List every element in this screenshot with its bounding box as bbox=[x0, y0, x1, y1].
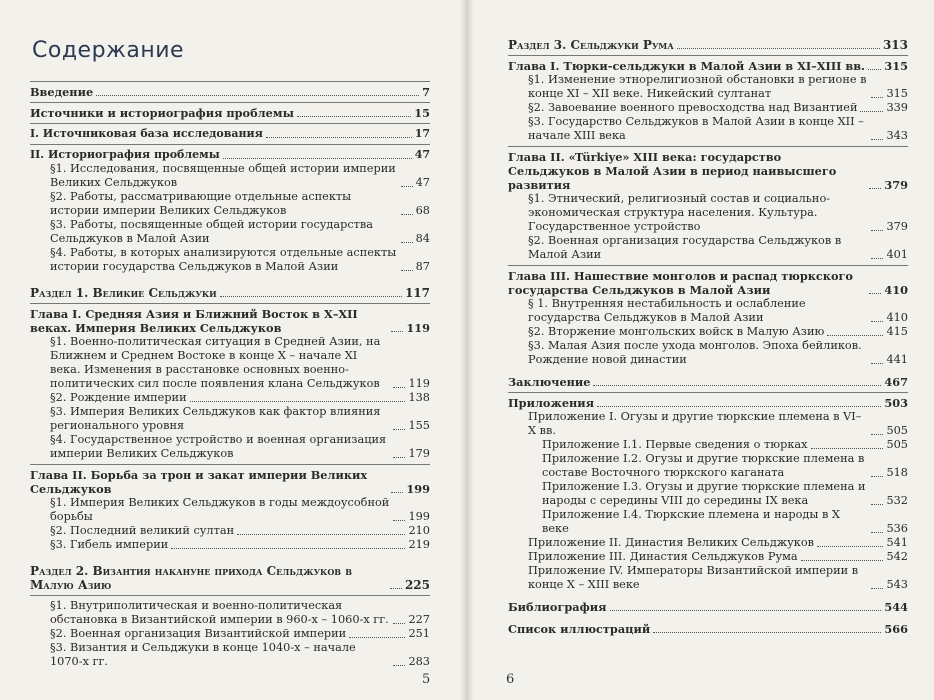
divider bbox=[508, 392, 908, 393]
toc-chapter-entry: Глава III. Нашествие монголов и распад тюркского государства Сельджуков в Малой Азии 410 bbox=[508, 269, 908, 297]
toc-entry: §3. Работы, посвященные общей истории государства Сельджуков в Малой Азии 84 bbox=[50, 218, 430, 245]
toc-entry: Приложение I.3. Огузы и другие тюркские племена и народы с середины VIII до середины IX века 532 bbox=[542, 480, 908, 507]
divider bbox=[30, 144, 430, 145]
toc-entry: Введение 7 bbox=[30, 85, 430, 99]
book-gutter bbox=[460, 0, 474, 700]
toc-entry: §2. Последний великий султан 210 bbox=[50, 524, 430, 537]
toc-entry: §4. Государственное устройство и военная организация империи Великих Сельджуков 179 bbox=[50, 433, 430, 460]
toc-entry: Приложение II. Династия Великих Сельджуков 541 bbox=[528, 536, 908, 549]
toc-entry: Библиография 544 bbox=[508, 600, 908, 614]
page-number-right: 6 bbox=[506, 672, 515, 687]
divider bbox=[508, 265, 908, 266]
toc-entry: I. Источниковая база исследования 17 bbox=[30, 127, 430, 140]
toc-entry: Приложение III. Династия Сельджуков Рума 542 bbox=[528, 550, 908, 563]
toc-entry: §3. Империя Великих Сельджуков как фактор влияния регионального уровня 155 bbox=[50, 405, 430, 432]
toc-entry: §2. Военная организация государства Сельджуков в Малой Азии 401 bbox=[528, 234, 908, 261]
toc-entry: Источники и историография проблемы 15 bbox=[30, 106, 430, 120]
toc-part-entry: Раздел 3. Сельджуки Рума 313 bbox=[508, 38, 908, 52]
divider bbox=[30, 303, 430, 304]
toc-entry: §1. Военно-политическая ситуация в Средней Азии, на Ближнем и Среднем Востоке в конце X – начале XI века. Изменения в расстановке основных военно-политических сил после появления клана Сельджуков 119 bbox=[50, 335, 430, 390]
toc-entry: Приложения 503 bbox=[508, 396, 908, 410]
divider bbox=[30, 81, 430, 82]
toc-chapter-entry: Глава II. Борьба за трон и закат империи Великих Сельджуков 199 bbox=[30, 468, 430, 496]
toc-entry: §3. Малая Азия после ухода монголов. Эпоха бейликов. Рождение новой династии 441 bbox=[528, 339, 908, 366]
toc-title: Содержание bbox=[32, 38, 185, 63]
divider bbox=[30, 102, 430, 103]
toc-entry: §2. Рождение империи 138 bbox=[50, 391, 430, 404]
toc-part-entry: Раздел 2. Византия накануне прихода Сельджуков в Малую Азию 225 bbox=[30, 564, 430, 592]
toc-entry: II. Историография проблемы 47 bbox=[30, 148, 430, 161]
toc-entry: §2. Военная организация Византийской империи 251 bbox=[50, 627, 430, 640]
toc-entry: Приложение IV. Императоры Византийской империи в конце X – XIII веке 543 bbox=[528, 564, 908, 591]
divider bbox=[30, 464, 430, 465]
toc-entry: Заключение 467 bbox=[508, 375, 908, 389]
divider bbox=[508, 146, 908, 147]
toc-entry: Приложение I.4. Тюркские племена и народы в X веке 536 bbox=[542, 508, 908, 535]
toc-left-column bbox=[30, 38, 430, 669]
toc-right-column bbox=[508, 38, 908, 636]
toc-entry: Список иллюстраций 566 bbox=[508, 622, 908, 636]
toc-entry: §4. Работы, в которых анализируются отдельные аспекты истории государства Сельджуков в Малой Азии 87 bbox=[50, 246, 430, 273]
toc-entry: Приложение I.2. Огузы и другие тюркские племена в составе Восточного тюркского каганата 518 bbox=[542, 452, 908, 479]
divider bbox=[30, 595, 430, 596]
toc-entry: §1. Империя Великих Сельджуков в годы междоусобной борьбы 199 bbox=[50, 496, 430, 523]
divider bbox=[30, 123, 430, 124]
toc-entry: §1. Исследования, посвященные общей истории империи Великих Сельджуков 47 bbox=[50, 162, 430, 189]
toc-chapter-entry: Глава II. «Türkiye» XIII века: государство Сельджуков в Малой Азии в период наивысшего развития 379 bbox=[508, 150, 908, 192]
toc-entry: §3. Государство Сельджуков в Малой Азии в конце XII – начале XIII века 343 bbox=[528, 115, 908, 142]
toc-entry: §2. Завоевание военного превосходства над Византией 339 bbox=[528, 101, 908, 114]
toc-entry: Приложение I. Огузы и другие тюркские племена в VI–X вв. 505 bbox=[528, 410, 908, 437]
divider bbox=[508, 55, 908, 56]
toc-part-entry: Раздел 1. Великие Сельджуки 117 bbox=[30, 286, 430, 300]
toc-entry: §1. Этнический, религиозный состав и социально-экономическая структура населения. Культура. Государственное устройство 379 bbox=[528, 192, 908, 233]
toc-entry: §3. Гибель империи 219 bbox=[50, 538, 430, 551]
toc-entry: §3. Византия и Сельджуки в конце 1040-х – начале 1070-х гг. 283 bbox=[50, 641, 430, 668]
toc-entry: §1. Внутриполитическая и военно-политическая обстановка в Византийской империи в 960-х – 1060-х гг. 227 bbox=[50, 599, 430, 626]
toc-chapter-entry: Глава I. Средняя Азия и Ближний Восток в X–XII веках. Империя Великих Сельджуков 119 bbox=[30, 307, 430, 335]
toc-entry: Приложение I.1. Первые сведения о тюрках 505 bbox=[542, 438, 908, 451]
toc-entry: §2. Работы, рассматривающие отдельные аспекты истории империи Великих Сельджуков 68 bbox=[50, 190, 430, 217]
toc-entry: § 1. Внутренняя нестабильность и ослабление государства Сельджуков в Малой Азии 410 bbox=[528, 297, 908, 324]
page-number-left: 5 bbox=[422, 672, 431, 687]
toc-entry: §1. Изменение этнорелигиозной обстановки в регионе в конце XI – XII веке. Никейский султанат 315 bbox=[528, 73, 908, 100]
toc-entry: §2. Вторжение монгольских войск в Малую Азию 415 bbox=[528, 325, 908, 338]
toc-chapter-entry: Глава I. Тюрки-сельджуки в Малой Азии в XI–XIII вв. 315 bbox=[508, 59, 908, 73]
